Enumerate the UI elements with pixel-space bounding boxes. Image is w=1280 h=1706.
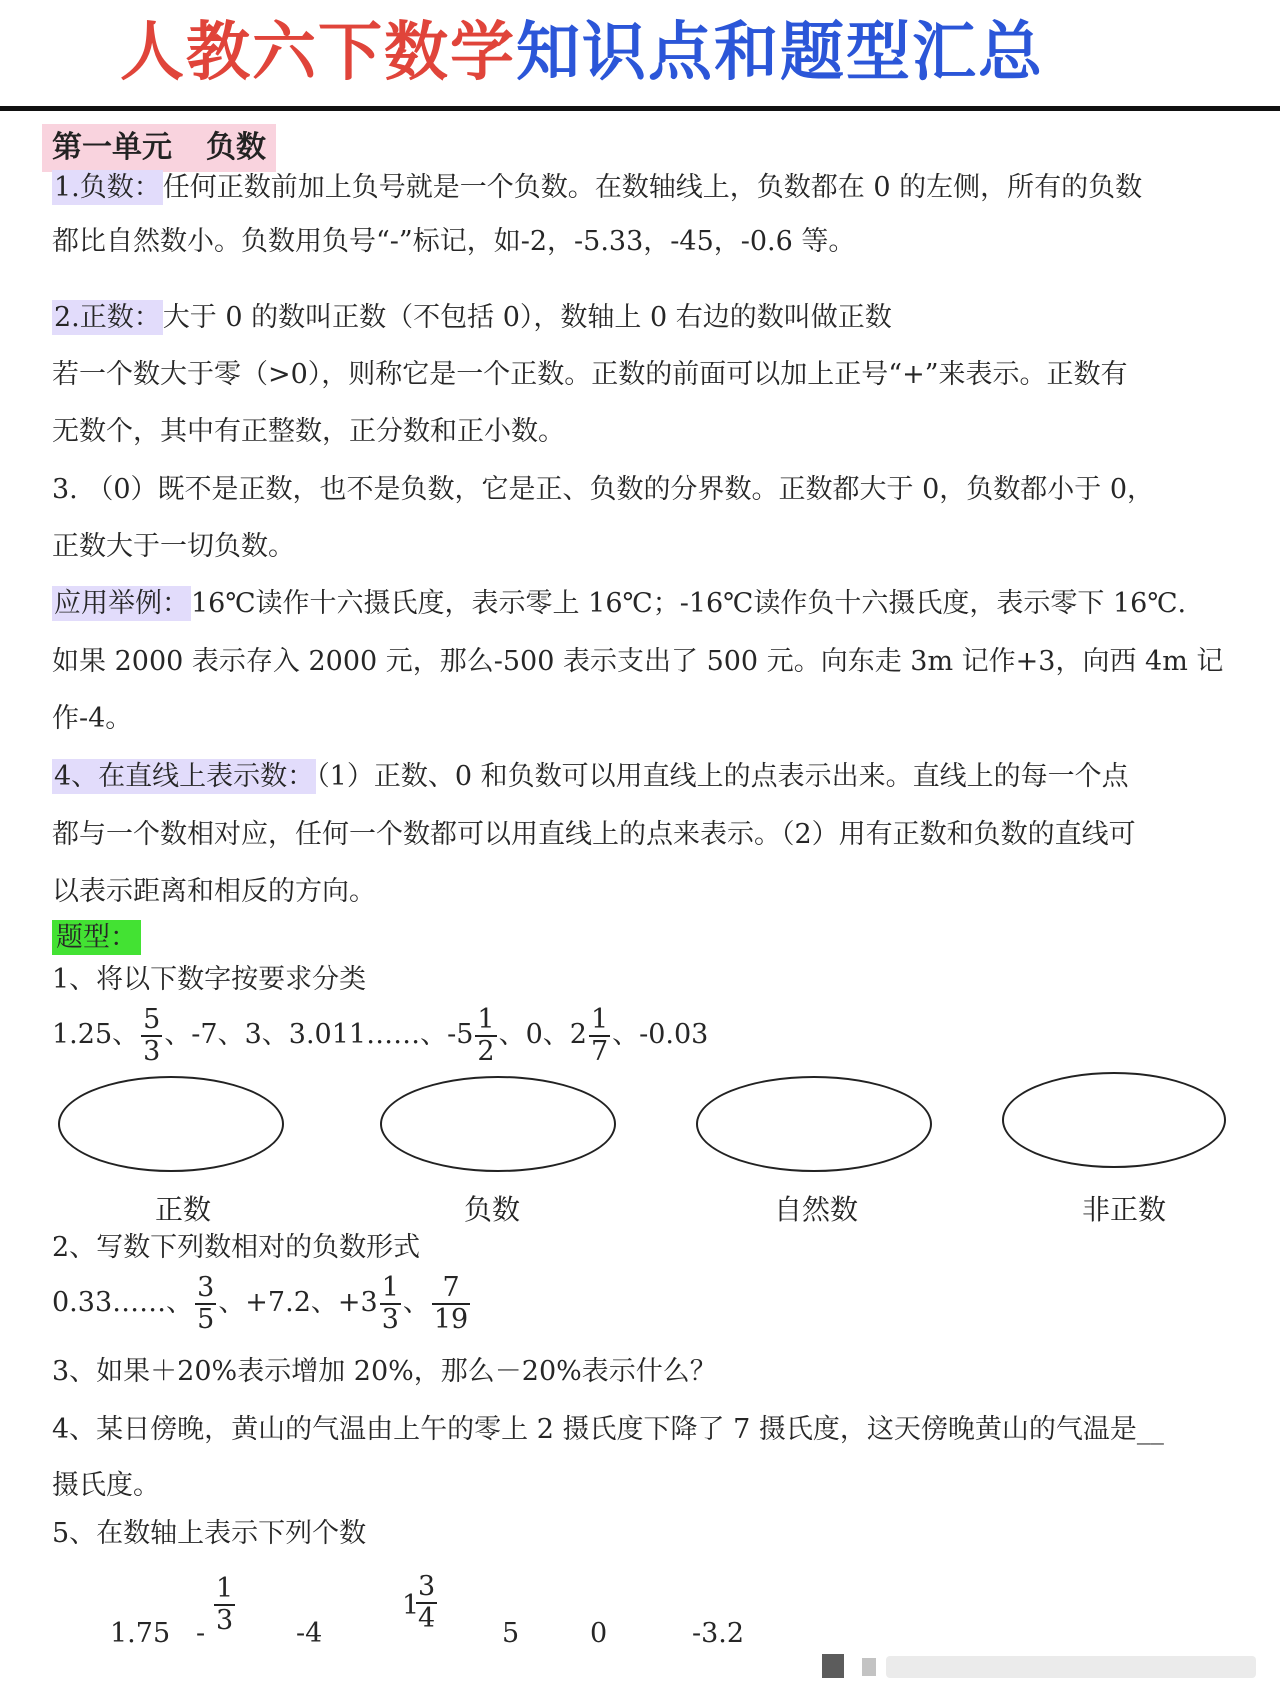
point-4-line-2: 都与一个数相对应，任何一个数都可以用直线上的点来表示。（2）用有正数和负数的直线可 bbox=[52, 819, 1136, 850]
question-3: 3、如果＋20%表示增加 20%，那么－20%表示什么？ bbox=[52, 1356, 717, 1387]
fraction-numerator: 1 bbox=[381, 1271, 399, 1303]
question-2-numbers bbox=[52, 1268, 472, 1338]
unit-heading bbox=[42, 124, 276, 172]
q5-minus-sign: - bbox=[196, 1618, 206, 1649]
example-line-2: 如果 2000 表示存入 2000 元，那么-500 表示支出了 500 元。向东走 3m 记作+3，向西 4m 记 bbox=[52, 646, 1224, 677]
header-divider bbox=[0, 106, 1280, 111]
q5-number: -4 bbox=[296, 1618, 323, 1649]
fraction-denominator: 3 bbox=[143, 1035, 161, 1067]
fraction-numerator: 1 bbox=[590, 1003, 609, 1035]
point-2-tag: 2.正数： bbox=[54, 302, 161, 333]
fraction bbox=[475, 1005, 496, 1067]
q2-num-text: 、+7.2、+3 bbox=[218, 1287, 378, 1318]
q1-num-text: 1.25、 bbox=[52, 1019, 140, 1050]
point-1-line-2: 都比自然数小。负数用负号“-”标记，如-2，-5.33，-45，-0.6 等。 bbox=[52, 226, 856, 257]
q5-number: 5 bbox=[502, 1618, 520, 1649]
fraction bbox=[195, 1273, 216, 1335]
fraction-denominator: 4 bbox=[418, 1603, 436, 1634]
point-1-text-a: 任何正数前加上负号就是一个负数。在数轴线上，负数都在 0 的左侧，所有的负数 bbox=[162, 172, 1143, 203]
fraction-numerator: 1 bbox=[477, 1003, 495, 1035]
point-2-line-1 bbox=[52, 298, 892, 338]
point-4-line-1 bbox=[52, 757, 1129, 797]
page-title bbox=[120, 8, 1044, 98]
q5-number: 1.75 bbox=[110, 1618, 171, 1649]
category-ellipse-natural bbox=[696, 1076, 932, 1172]
fraction-numerator: 1 bbox=[216, 1573, 234, 1604]
question-1-numbers bbox=[52, 1000, 708, 1070]
exercises-heading bbox=[52, 918, 141, 958]
point-4-line-3: 以表示距离和相反的方向。 bbox=[52, 876, 376, 907]
q2-num-text: 0.33……、 bbox=[52, 1287, 194, 1318]
point-2-line-2: 若一个数大于零（>0），则称它是一个正数。正数的前面可以加上正号“+”来表示。正数有 bbox=[52, 359, 1128, 390]
point-2-line-3: 无数个，其中有正整数，正分数和正小数。 bbox=[52, 416, 565, 447]
question-5: 5、在数轴上表示下列个数 bbox=[52, 1518, 367, 1549]
point-3-line-1: 3. （0）既不是正数，也不是负数，它是正、负数的分界数。正数都大于 0，负数都小于 0， bbox=[52, 474, 1155, 505]
example-tag: 应用举例： bbox=[54, 588, 189, 619]
example-text-a: 16℃读作十六摄氏度，表示零上 16℃；-16℃读作负十六摄氏度，表示零下 16℃. bbox=[191, 588, 1187, 619]
q5-fraction bbox=[416, 1572, 437, 1634]
fraction-numerator: 3 bbox=[418, 1571, 436, 1602]
category-label-nonpositive: 非正数 bbox=[1081, 1193, 1166, 1226]
category-ellipse-negative bbox=[380, 1076, 616, 1172]
q5-number: -3.2 bbox=[692, 1618, 745, 1649]
question-1: 1、将以下数字按要求分类 bbox=[52, 964, 367, 995]
example-line-1 bbox=[52, 584, 1186, 624]
q1-num-text: 、-0.03 bbox=[612, 1019, 709, 1050]
point-2-text-a: 大于 0 的数叫正数（不包括 0），数轴上 0 右边的数叫做正数 bbox=[162, 302, 892, 333]
fraction-denominator: 5 bbox=[197, 1303, 215, 1335]
q5-mixed-whole: 1 bbox=[402, 1590, 420, 1621]
fraction bbox=[141, 1005, 162, 1067]
question-2: 2、写数下列数相对的负数形式 bbox=[52, 1232, 421, 1263]
page-header bbox=[0, 0, 1280, 110]
fraction-denominator: 3 bbox=[216, 1605, 234, 1636]
fraction-denominator: 3 bbox=[381, 1303, 399, 1335]
point-3-line-2: 正数大于一切负数。 bbox=[52, 531, 295, 562]
q5-number: 0 bbox=[590, 1618, 608, 1649]
fraction bbox=[589, 1005, 610, 1067]
exercises-tag: 题型： bbox=[52, 920, 141, 955]
watermark-graphic bbox=[822, 1648, 1262, 1684]
fraction bbox=[432, 1273, 470, 1335]
title-blue-part: 知识点和题型汇总 bbox=[516, 16, 1044, 90]
q5-fraction bbox=[214, 1574, 235, 1636]
point-1-line-1 bbox=[52, 168, 1142, 208]
category-label-negative: 负数 bbox=[463, 1193, 520, 1226]
fraction-numerator: 3 bbox=[197, 1271, 215, 1303]
point-1-tag: 1.负数： bbox=[54, 172, 161, 203]
question-4-line-2: 摄氏度。 bbox=[52, 1470, 160, 1501]
title-red-part: 人教六下数学 bbox=[120, 16, 516, 90]
q1-num-text: 、-7、3、3.011……、-5 bbox=[164, 1019, 474, 1050]
fraction bbox=[380, 1273, 401, 1335]
category-ellipse-positive bbox=[58, 1076, 284, 1172]
fraction-denominator: 2 bbox=[477, 1035, 495, 1067]
q2-num-text: 、 bbox=[402, 1287, 430, 1318]
fraction-denominator: 19 bbox=[433, 1303, 469, 1335]
point-4-text-a: （1）正数、0 和负数可以用直线上的点表示出来。直线上的每一个点 bbox=[316, 761, 1129, 792]
category-label-natural: 自然数 bbox=[773, 1193, 858, 1226]
q1-num-text: 、0、2 bbox=[498, 1019, 587, 1050]
category-ellipse-nonpositive bbox=[1002, 1072, 1226, 1168]
point-4-tag: 4、在直线上表示数： bbox=[54, 761, 315, 792]
example-line-3: 作-4。 bbox=[52, 703, 133, 734]
unit-label: 第一单元 bbox=[52, 130, 172, 165]
unit-topic: 负数 bbox=[206, 130, 266, 165]
fraction-numerator: 7 bbox=[432, 1273, 470, 1305]
fraction-numerator: 5 bbox=[143, 1003, 161, 1035]
fraction-denominator: 7 bbox=[590, 1035, 609, 1067]
question-4-line-1: 4、某日傍晚，黄山的气温由上午的零上 2 摄氏度下降了 7 摄氏度，这天傍晚黄山的气温是__ bbox=[52, 1414, 1164, 1445]
category-label-positive: 正数 bbox=[154, 1193, 211, 1226]
